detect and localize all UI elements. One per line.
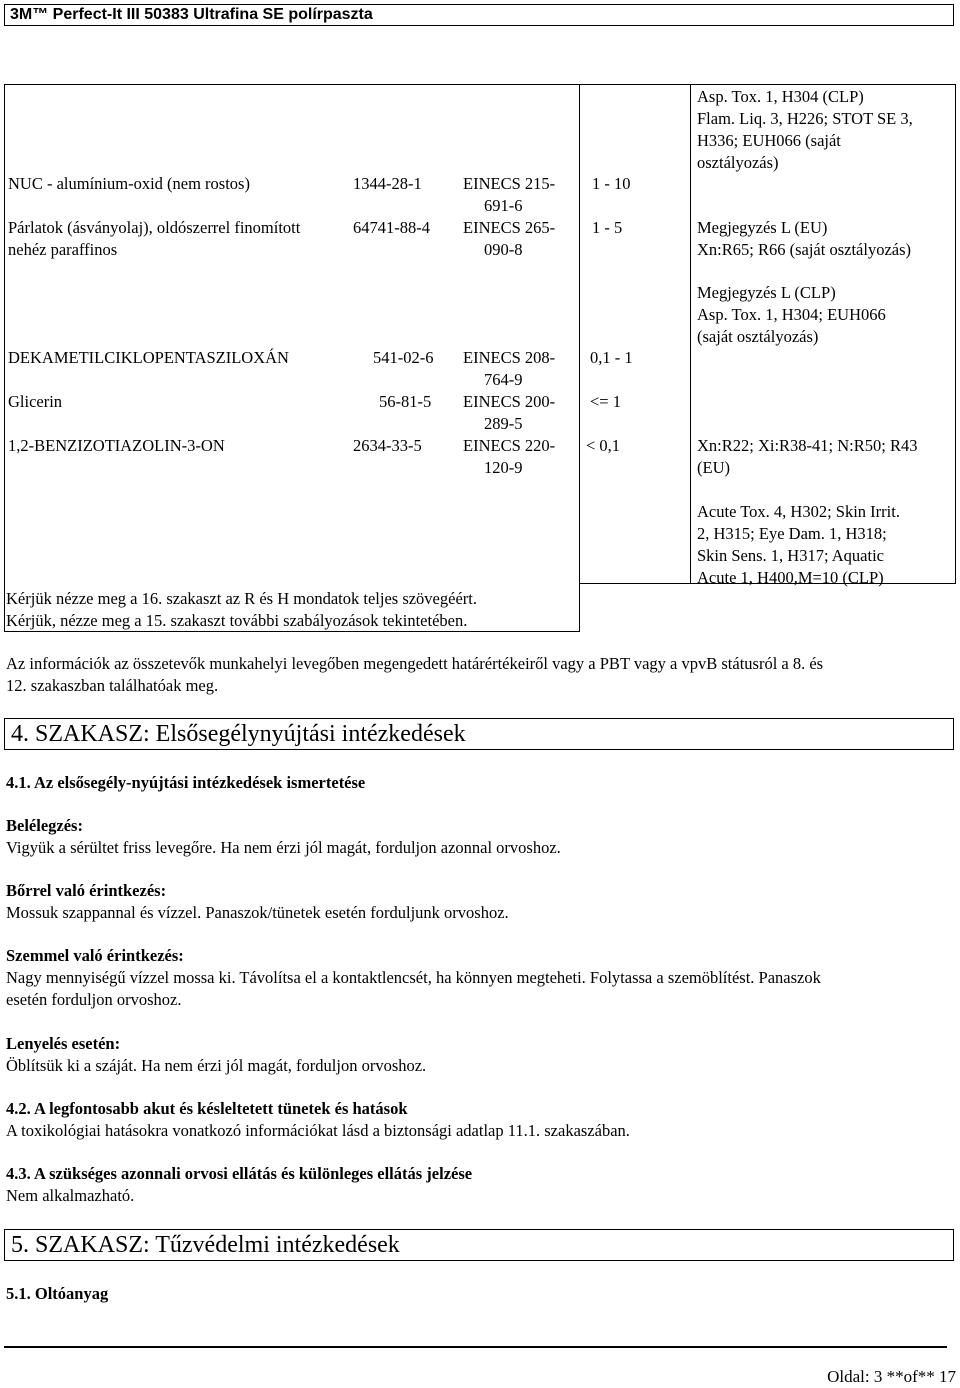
- classification-line: Megjegyzés L (CLP): [697, 283, 836, 302]
- einecs-number-cont: 090-8: [484, 240, 523, 259]
- component-name-cont: nehéz paraffinos: [8, 240, 118, 259]
- einecs-number-cont: 691-6: [484, 196, 523, 215]
- concentration-column: [579, 84, 691, 584]
- einecs-number-cont: 764-9: [484, 370, 523, 389]
- classification-line: (saját osztályozás): [697, 327, 819, 346]
- inhalation-text: Vigyük a sérültet friss levegőre. Ha nem érzi jól magát, forduljon azonnal orvoshoz.: [6, 838, 561, 857]
- table-note: Kérjük, nézze meg a 15. szakaszt további szabályozások tekintetében.: [6, 611, 468, 630]
- classification-line: Xn:R65; R66 (saját osztályozás): [697, 240, 912, 259]
- subsection-title: 5.1. Oltóanyag: [6, 1284, 109, 1303]
- info-paragraph-line: Az információk az összetevők munkahelyi levegőben megengedett határértékeiről vagy a PBT vagy a vpvB státusról a 8. és: [6, 654, 824, 673]
- page-number: Oldal: 3 **of** 17: [827, 1367, 956, 1386]
- section-5-heading-box: [4, 1229, 954, 1261]
- einecs-number: EINECS 215-: [463, 174, 556, 193]
- cas-number: 541-02-6: [373, 348, 434, 367]
- concentration: 1 - 5: [592, 218, 623, 237]
- eye-contact-text-cont: esetén forduljon orvoshoz.: [6, 990, 182, 1009]
- concentration: 1 - 10: [592, 174, 631, 193]
- classification-line: H336; EUH066 (saját: [697, 131, 841, 150]
- einecs-number: EINECS 220-: [463, 436, 556, 455]
- document-title: 3M™ Perfect-It III 50383 Ultrafina SE polírpaszta: [10, 6, 373, 23]
- section-4-heading-box: [4, 718, 954, 750]
- component-name: Párlatok (ásványolaj), oldószerrel finomított: [8, 218, 301, 237]
- inhalation-label: Belélegzés:: [6, 816, 83, 835]
- section-4-title: 4. SZAKASZ: Elsősegélynyújtási intézkedések: [11, 721, 466, 747]
- skin-contact-text: Mossuk szappannal és vízzel. Panaszok/tünetek esetén forduljunk orvoshoz.: [6, 903, 509, 922]
- einecs-number: EINECS 265-: [463, 218, 556, 237]
- einecs-number: EINECS 208-: [463, 348, 556, 367]
- classification-line: osztályozás): [697, 153, 779, 172]
- classification-line: Skin Sens. 1, H317; Aquatic: [697, 546, 885, 565]
- subsection-title: 4.2. A legfontosabb akut és késleltetett tünetek és hatások: [6, 1099, 408, 1118]
- ingestion-label: Lenyelés esetén:: [6, 1034, 121, 1053]
- info-paragraph-line: 12. szakaszban találhatóak meg.: [6, 676, 219, 695]
- component-name: 1,2-BENZIZOTIAZOLIN-3-ON: [8, 436, 225, 455]
- table-note: Kérjük nézze meg a 16. szakaszt az R és H mondatok teljes szövegéért.: [6, 589, 477, 608]
- classification-line: Asp. Tox. 1, H304 (CLP): [697, 87, 864, 106]
- subsection-text: Nem alkalmazható.: [6, 1186, 135, 1205]
- classification-line: 2, H315; Eye Dam. 1, H318;: [697, 524, 887, 543]
- concentration: < 0,1: [586, 436, 621, 455]
- concentration: 0,1 - 1: [590, 348, 633, 367]
- classification-line: Acute 1, H400,M=10 (CLP): [697, 568, 884, 587]
- eye-contact-text: Nagy mennyiségű vízzel mossa ki. Távolítsa el a kontaktlencsét, ha könnyen megteheti. Folytassa a szemöblítést. Panaszok: [6, 968, 821, 987]
- component-name: DEKAMETILCIKLOPENTASZILOXÁN: [8, 348, 289, 367]
- ingestion-text: Öblítsük ki a száját. Ha nem érzi jól magát, forduljon orvoshoz.: [6, 1056, 427, 1075]
- component-name: Glicerin: [8, 392, 63, 411]
- cas-number: 64741-88-4: [353, 218, 430, 237]
- classification-line: Flam. Liq. 3, H226; STOT SE 3,: [697, 109, 913, 128]
- document-header: [4, 4, 954, 26]
- cas-number: 1344-28-1: [353, 174, 422, 193]
- subsection-title: 4.3. A szükséges azonnali orvosi ellátás és különleges ellátás jelzése: [6, 1164, 473, 1183]
- footer-divider: [4, 1346, 947, 1348]
- eye-contact-label: Szemmel való érintkezés:: [6, 946, 184, 965]
- cas-number: 2634-33-5: [353, 436, 422, 455]
- subsection-text: A toxikológiai hatásokra vonatkozó információkat lásd a biztonsági adatlap 11.1. szakaszában.: [6, 1121, 630, 1140]
- concentration: <= 1: [590, 392, 621, 411]
- skin-contact-label: Bőrrel való érintkezés:: [6, 881, 167, 900]
- classification-line: (EU): [697, 458, 730, 477]
- classification-line: Xn:R22; Xi:R38-41; N:R50; R43: [697, 436, 918, 455]
- classification-line: Megjegyzés L (EU): [697, 218, 828, 237]
- cas-number: 56-81-5: [379, 392, 432, 411]
- einecs-number-cont: 289-5: [484, 414, 523, 433]
- component-name: NUC - alumínium-oxid (nem rostos): [8, 174, 250, 193]
- classification-line: Acute Tox. 4, H302; Skin Irrit.: [697, 502, 900, 521]
- einecs-number: EINECS 200-: [463, 392, 556, 411]
- classification-line: Asp. Tox. 1, H304; EUH066: [697, 305, 886, 324]
- section-5-title: 5. SZAKASZ: Tűzvédelmi intézkedések: [11, 1232, 400, 1258]
- subsection-title: 4.1. Az elsősegély-nyújtási intézkedések ismertetése: [6, 773, 366, 792]
- einecs-number-cont: 120-9: [484, 458, 523, 477]
